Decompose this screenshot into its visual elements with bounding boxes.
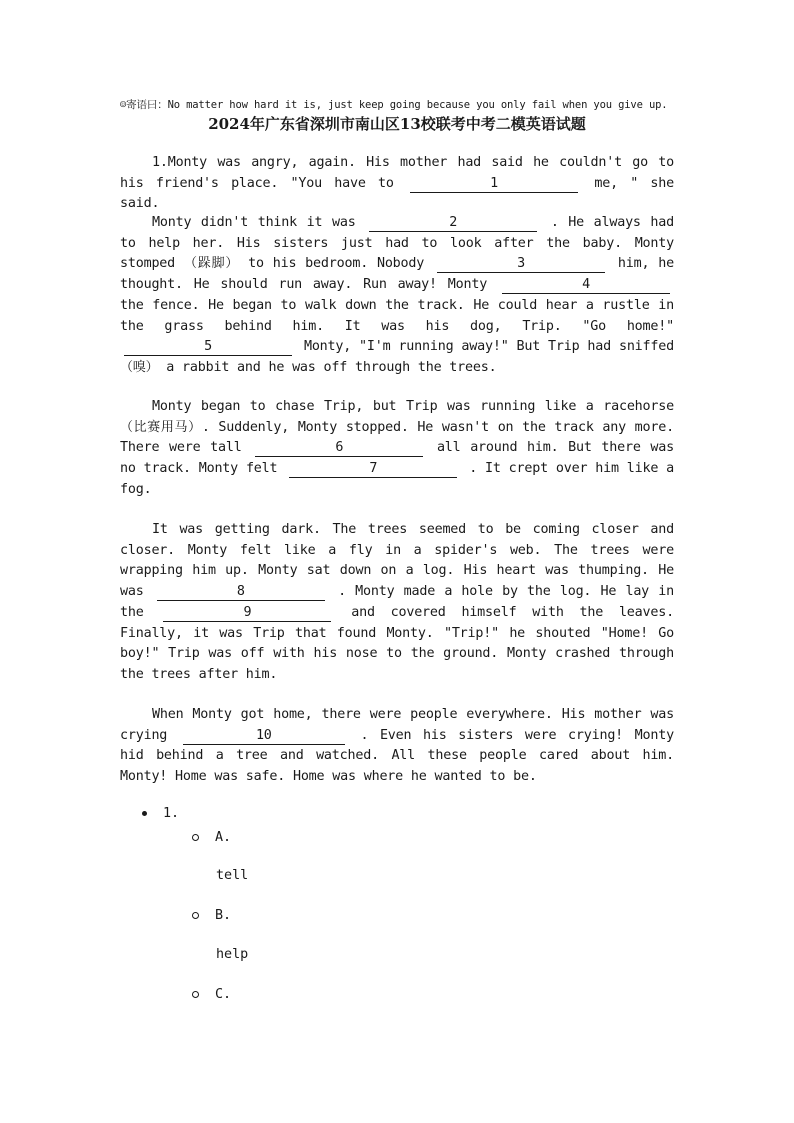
passage-paragraph-5: When Monty got home, there were people everywhere. His mother was crying 10 . Even his sisters were crying! Monty hid behind a tree and watched. All these people cared about him. Monty! Home was safe. Home was where he wanted to be. <box>120 707 674 785</box>
passage-paragraph-2: Monty didn't think it was 2 . He always had to help her. His sisters just had to look after the baby. Monty stomped （跺脚） to his bedroom. Nobody 3 him, he thought. He should run away. Run away! Monty 4 the fence. He began to walk down the track. He could hear a rustle in the grass behind him. It was his dog, Trip. "Go home!" 5 Monty, "I'm running away!" But Trip had sniffed（嗅） a rabbit and he was off through the trees. <box>120 215 674 375</box>
blank-5: 5 <box>124 339 292 356</box>
motto-text: ☺寄语曰：No matter how hard it is, just keep going because you only fail when you give up. <box>120 99 668 111</box>
circle-bullet-icon <box>192 834 199 841</box>
blank-3: 3 <box>437 256 605 273</box>
blank-8: 8 <box>157 584 325 601</box>
option-letter: B. <box>215 908 232 923</box>
question-number: 1. <box>163 806 180 821</box>
option-c[interactable] <box>192 987 231 1002</box>
blank-7: 7 <box>289 461 457 478</box>
option-letter: A. <box>215 830 232 845</box>
blank-1: 1 <box>410 176 578 193</box>
option-b-text: help <box>216 947 249 962</box>
blank-4: 4 <box>502 277 670 294</box>
option-b[interactable] <box>192 908 231 923</box>
bullet-icon <box>142 811 147 816</box>
option-a[interactable] <box>192 830 231 845</box>
passage-paragraph-1: 1.Monty was angry, again. His mother had said he couldn't go to his friend's place. "You have to 1 me, " she said. <box>120 155 674 212</box>
circle-bullet-icon <box>192 912 199 919</box>
blank-9: 9 <box>163 605 331 622</box>
blank-2: 2 <box>369 215 537 232</box>
blank-6: 6 <box>255 440 423 457</box>
option-letter: C. <box>215 987 232 1002</box>
passage-paragraph-3: Monty began to chase Trip, but Trip was running like a racehorse（比赛用马）. Suddenly, Monty stopped. He wasn't on the track any more. There were tall 6 all around him. But there was no track. Monty felt 7 . It crept over him like a fog. <box>120 399 674 497</box>
passage-paragraph-4: It was getting dark. The trees seemed to be coming closer and closer. Monty felt like a fly in a spider's web. The trees were wrapping him up. Monty sat down on a log. His heart was thumping. He was 8 . Monty made a hole by the log. He lay in the 9 and covered himself with the leaves. Finally, it was Trip that found Monty. "Trip!" he shouted "Home! Go boy!" Trip was off with his nose to the ground. Monty crashed through the trees after him. <box>120 522 674 682</box>
option-a-text: tell <box>216 868 249 883</box>
question-item <box>142 806 179 821</box>
page-title: 2024年广东省深圳市南山区13校联考中考二模英语试题 <box>208 115 586 133</box>
circle-bullet-icon <box>192 991 199 998</box>
blank-10: 10 <box>183 728 345 745</box>
